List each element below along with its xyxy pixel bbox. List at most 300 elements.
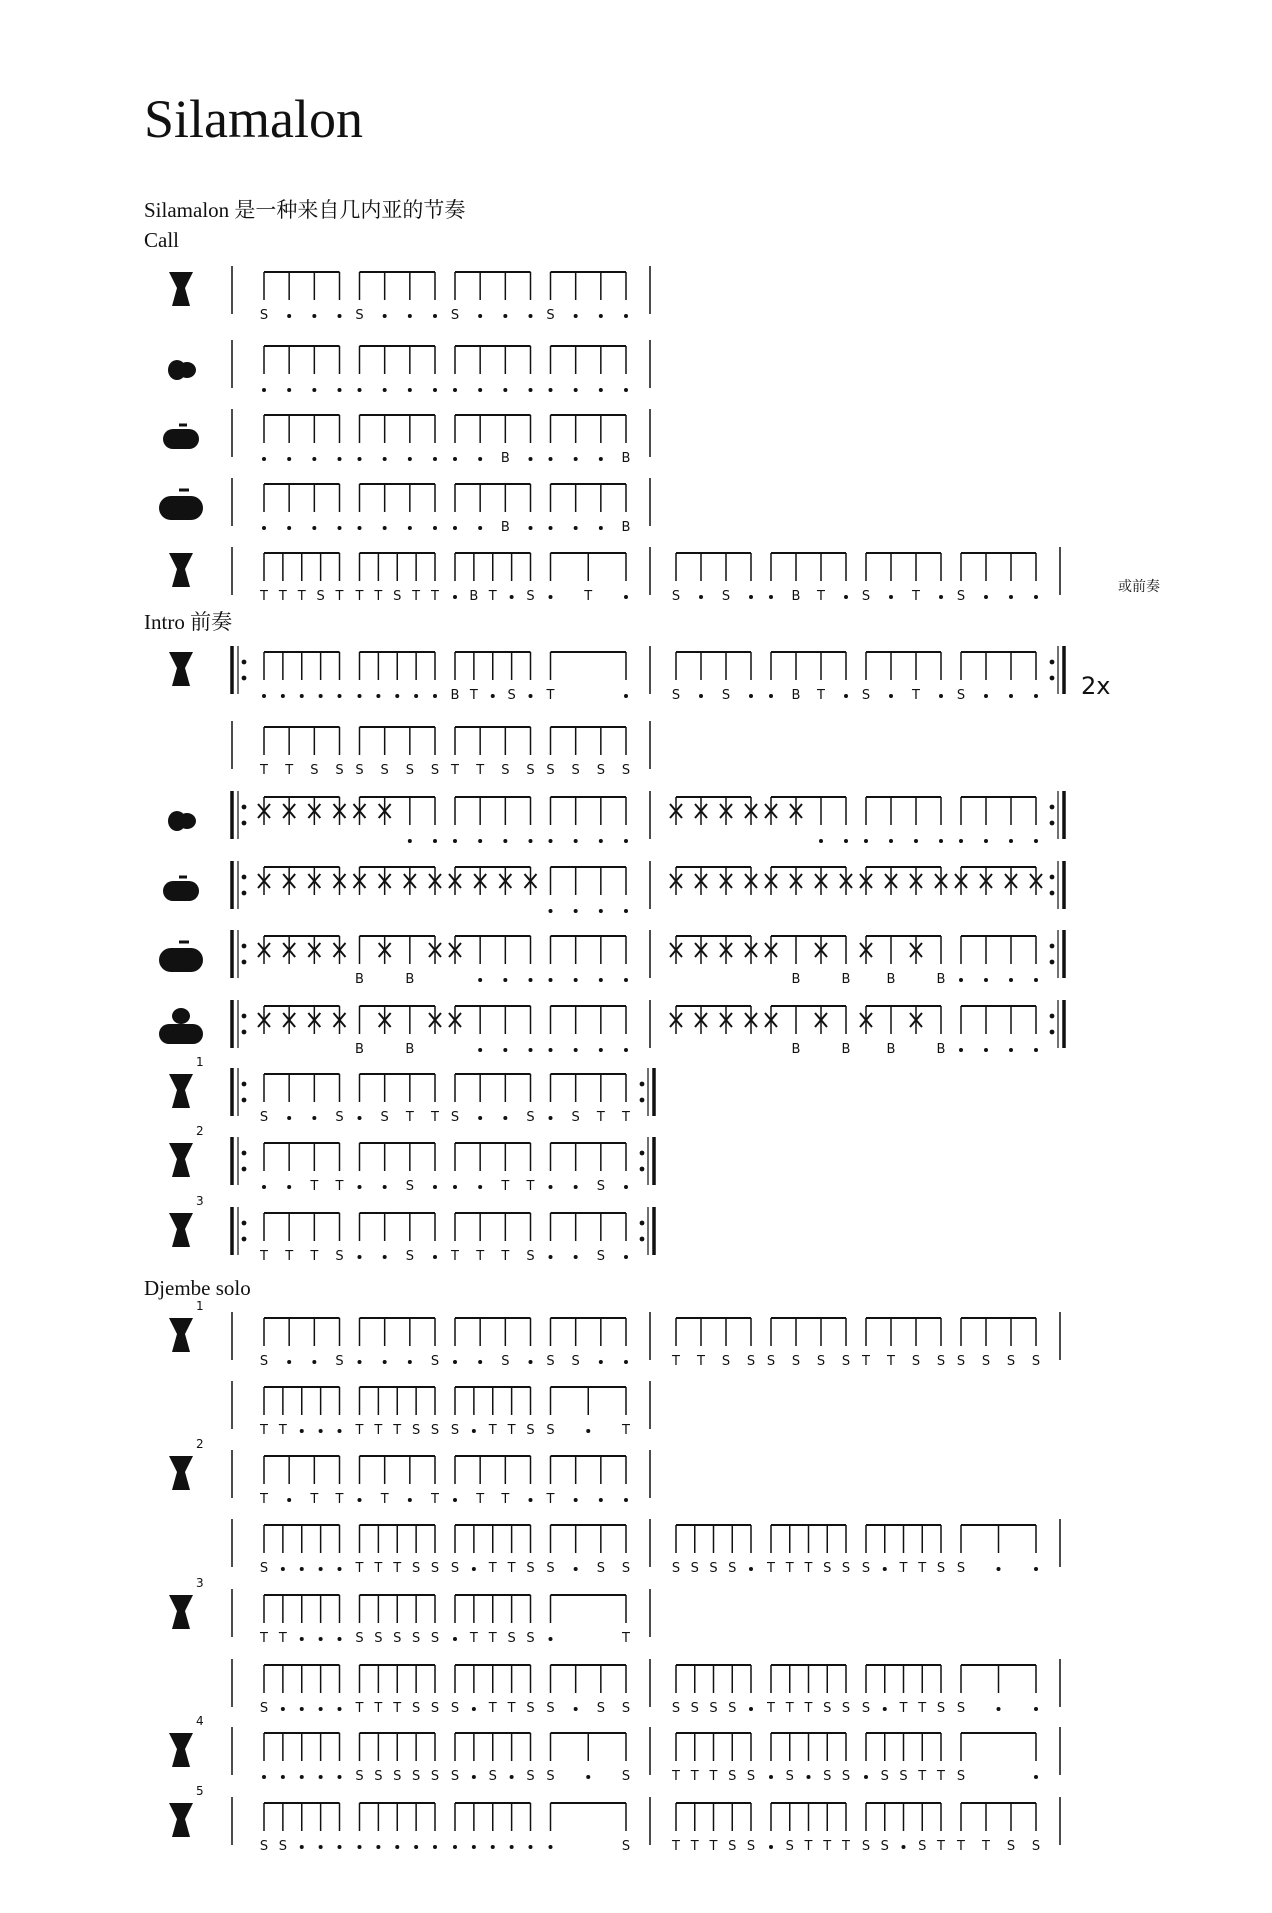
measure xyxy=(670,936,1038,987)
stroke-letter: T xyxy=(260,1423,268,1438)
stroke-letter: S xyxy=(501,1354,510,1369)
stroke-letter: S xyxy=(405,763,414,778)
stroke-letter: T xyxy=(918,1769,927,1784)
rest-dot xyxy=(984,1048,988,1052)
rest-dot xyxy=(549,1048,553,1052)
rest-dot xyxy=(358,526,362,530)
rest-dot xyxy=(358,388,362,392)
rest-dot xyxy=(287,388,291,392)
stroke-letter: T xyxy=(526,1179,535,1194)
rest-dot xyxy=(574,1048,578,1052)
stroke-letter: B xyxy=(841,1042,851,1057)
stroke-letter: S xyxy=(310,763,319,778)
stroke-letter: T xyxy=(297,589,306,604)
stroke-letter: B xyxy=(355,972,364,987)
staff-row xyxy=(232,1659,1060,1716)
stroke-letter: T xyxy=(335,1492,344,1507)
repeat-dot xyxy=(640,1167,645,1172)
repeat-dot xyxy=(242,960,247,965)
rest-dot xyxy=(281,1567,285,1571)
stroke-letter: S xyxy=(728,1561,737,1576)
rest-dot xyxy=(408,1360,412,1364)
stroke-letter: S xyxy=(911,1354,921,1369)
rest-dot xyxy=(529,1498,533,1502)
stroke-letter: T xyxy=(785,1701,794,1716)
rest-dot xyxy=(599,457,603,461)
rest-dot xyxy=(472,1429,476,1433)
stroke-letter: S xyxy=(918,1839,927,1854)
measure xyxy=(259,1387,630,1438)
rest-dot xyxy=(312,314,316,318)
stroke-letter: S xyxy=(596,1179,605,1194)
stroke-letter: T xyxy=(937,1839,945,1854)
repeat-count: 2x xyxy=(1081,672,1111,700)
section-call-heading: Call xyxy=(144,228,179,252)
stroke-letter: B xyxy=(886,1042,896,1057)
stroke-letter: S xyxy=(259,1354,269,1369)
measure xyxy=(260,1665,630,1716)
rest-dot xyxy=(383,1255,387,1259)
repeat-dot xyxy=(242,1098,247,1103)
stroke-letter: S xyxy=(411,1561,421,1576)
stroke-letter: S xyxy=(861,589,871,604)
stroke-letter: S xyxy=(690,1701,699,1716)
stroke-letter: S xyxy=(526,1423,535,1438)
rest-dot xyxy=(549,839,553,843)
rest-dot xyxy=(383,526,387,530)
rest-dot xyxy=(319,694,323,698)
stroke-letter: T xyxy=(431,589,439,604)
stroke-letter: T xyxy=(393,1561,402,1576)
stroke-letter: T xyxy=(899,1561,908,1576)
stroke-letter: S xyxy=(861,1561,871,1576)
measure xyxy=(670,867,1042,895)
rest-dot xyxy=(599,1360,603,1364)
rest-dot xyxy=(599,314,603,318)
rest-dot xyxy=(574,1567,578,1571)
stroke-letter: B xyxy=(450,688,460,703)
stroke-letter: S xyxy=(596,1249,605,1264)
staff-row xyxy=(169,1299,1060,1369)
sangban-icon xyxy=(163,877,199,901)
staff-row xyxy=(232,721,650,778)
stroke-letter: S xyxy=(766,1354,776,1369)
stroke-letter: S xyxy=(721,688,731,703)
stroke-letter: S xyxy=(596,1561,605,1576)
rest-dot xyxy=(376,1845,380,1849)
rest-dot xyxy=(510,1845,514,1849)
stroke-letter: B xyxy=(500,451,510,466)
stroke-letter: S xyxy=(507,688,516,703)
rest-dot xyxy=(769,1845,773,1849)
rest-dot xyxy=(529,694,533,698)
stroke-letter: S xyxy=(728,1839,737,1854)
stroke-letter: T xyxy=(355,1701,364,1716)
rest-dot xyxy=(959,839,963,843)
stroke-letter: S xyxy=(671,1701,681,1716)
stroke-letter: B xyxy=(405,1042,415,1057)
rest-dot xyxy=(864,1775,868,1779)
rest-dot xyxy=(395,1845,399,1849)
rest-dot xyxy=(599,1048,603,1052)
rest-dot xyxy=(574,314,578,318)
rest-dot xyxy=(549,595,553,599)
stroke-letter: S xyxy=(546,1423,555,1438)
stroke-letter: T xyxy=(546,688,555,703)
rest-dot xyxy=(503,978,507,982)
djembe-icon xyxy=(169,652,193,686)
measure xyxy=(259,727,630,778)
stroke-letter: S xyxy=(335,1354,344,1369)
stroke-letter: S xyxy=(1031,1354,1041,1369)
rest-dot xyxy=(1034,1567,1038,1571)
rest-dot xyxy=(529,388,533,392)
rest-dot xyxy=(889,595,893,599)
stroke-letter: S xyxy=(596,763,605,778)
variation-number: 1 xyxy=(196,1055,204,1069)
rest-dot xyxy=(699,595,703,599)
stroke-letter: T xyxy=(431,1110,439,1125)
rest-dot xyxy=(281,1707,285,1711)
stroke-letter: B xyxy=(791,589,801,604)
stroke-letter: S xyxy=(823,1701,832,1716)
stroke-letter: S xyxy=(728,1769,737,1784)
variation-number: 3 xyxy=(196,1576,204,1590)
stroke-letter: S xyxy=(621,1839,631,1854)
stroke-letter: S xyxy=(374,1631,383,1646)
rest-dot xyxy=(376,694,380,698)
stroke-letter: T xyxy=(393,1701,402,1716)
stroke-letter: T xyxy=(355,589,364,604)
section-solo-heading: Djembe solo xyxy=(144,1276,251,1300)
rest-dot xyxy=(262,694,266,698)
stroke-letter: T xyxy=(622,1110,630,1125)
rest-dot xyxy=(287,457,291,461)
rest-dot xyxy=(338,457,342,461)
rest-dot xyxy=(769,694,773,698)
rest-dot xyxy=(984,694,988,698)
stroke-letter: S xyxy=(956,589,966,604)
rest-dot xyxy=(312,1360,316,1364)
rest-dot xyxy=(453,1360,457,1364)
stroke-letter: S xyxy=(621,1769,631,1784)
stroke-letter: B xyxy=(936,972,946,987)
variation-number: 3 xyxy=(196,1194,204,1208)
rest-dot xyxy=(939,694,943,698)
repeat-dot xyxy=(640,1151,645,1156)
rest-dot xyxy=(503,314,507,318)
sangban-icon xyxy=(163,425,199,449)
stroke-letter: B xyxy=(841,972,851,987)
rest-dot xyxy=(749,1707,753,1711)
stroke-letter: S xyxy=(746,1769,756,1784)
rest-dot xyxy=(1034,1775,1038,1779)
stroke-letter: T xyxy=(785,1561,794,1576)
stroke-letter: T xyxy=(672,1769,680,1784)
rest-dot xyxy=(358,1185,362,1189)
stroke-letter: S xyxy=(526,1701,535,1716)
stroke-letter: B xyxy=(886,972,896,987)
stroke-letter: S xyxy=(393,589,402,604)
stroke-letter: S xyxy=(405,1249,414,1264)
rest-dot xyxy=(624,595,628,599)
section-intro-heading: Intro 前奏 xyxy=(144,610,233,634)
rest-dot xyxy=(599,909,603,913)
stroke-letter: T xyxy=(374,1701,383,1716)
rest-dot xyxy=(807,1775,811,1779)
rest-dot xyxy=(383,314,387,318)
repeat-dot xyxy=(1050,1030,1055,1035)
djembe-icon xyxy=(169,1318,193,1352)
variation-number: 2 xyxy=(196,1437,204,1451)
stroke-letter: S xyxy=(526,763,535,778)
repeat-dot xyxy=(1050,1014,1055,1019)
rest-dot xyxy=(300,1707,304,1711)
stroke-letter: T xyxy=(501,1179,510,1194)
stroke-letter: T xyxy=(310,1492,319,1507)
stroke-letter: T xyxy=(501,1492,510,1507)
stroke-letter: S xyxy=(671,1561,681,1576)
rest-dot xyxy=(529,526,533,530)
rest-dot xyxy=(478,457,482,461)
staff-row xyxy=(168,340,650,392)
staff-row xyxy=(169,1124,654,1194)
stroke-letter: T xyxy=(405,1110,414,1125)
rhythm-description: Silamalon 是一种来自几内亚的节奏 xyxy=(144,198,466,222)
page-title: Silamalon xyxy=(144,89,363,149)
stroke-letter: T xyxy=(804,1701,813,1716)
stroke-letter: S xyxy=(278,1839,288,1854)
rest-dot xyxy=(453,1637,457,1641)
stroke-letter: T xyxy=(488,1701,497,1716)
rest-dot xyxy=(914,839,918,843)
rest-dot xyxy=(478,526,482,530)
stroke-letter: B xyxy=(791,688,801,703)
stroke-letter: S xyxy=(546,1561,555,1576)
stroke-letter: S xyxy=(596,1701,605,1716)
stroke-letter: T xyxy=(690,1769,699,1784)
rest-dot xyxy=(414,1845,418,1849)
stroke-letter: S xyxy=(355,308,364,323)
repeat-dot xyxy=(242,944,247,949)
rest-dot xyxy=(599,526,603,530)
dundunba-icon xyxy=(159,942,203,972)
rest-dot xyxy=(997,1567,1001,1571)
rest-dot xyxy=(395,694,399,698)
stroke-letter: T xyxy=(476,1249,485,1264)
rest-dot xyxy=(699,694,703,698)
rest-dot xyxy=(478,388,482,392)
stroke-letter: T xyxy=(393,1423,402,1438)
rest-dot xyxy=(478,1185,482,1189)
stroke-letter: T xyxy=(912,589,920,604)
stroke-letter: S xyxy=(709,1701,718,1716)
measure xyxy=(258,867,628,913)
stroke-letter: S xyxy=(721,1354,731,1369)
stroke-letter: T xyxy=(507,1701,516,1716)
stroke-letter: S xyxy=(259,1701,269,1716)
rest-dot xyxy=(624,694,628,698)
rest-dot xyxy=(300,1567,304,1571)
rest-dot xyxy=(864,839,868,843)
stroke-letter: T xyxy=(310,1179,319,1194)
rest-dot xyxy=(478,1116,482,1120)
stroke-letter: S xyxy=(380,763,389,778)
rest-dot xyxy=(414,694,418,698)
stroke-letter: S xyxy=(785,1769,794,1784)
djembe-icon xyxy=(169,1074,193,1108)
stroke-letter: S xyxy=(1031,1839,1041,1854)
rest-dot xyxy=(529,1845,533,1849)
measure xyxy=(259,553,628,604)
measure xyxy=(260,1318,628,1369)
rest-dot xyxy=(599,388,603,392)
rest-dot xyxy=(889,839,893,843)
stroke-letter: T xyxy=(804,1839,813,1854)
rest-dot xyxy=(503,1116,507,1120)
stroke-letter: S xyxy=(690,1561,699,1576)
rest-dot xyxy=(338,1707,342,1711)
rest-dot xyxy=(599,1498,603,1502)
rest-dot xyxy=(453,839,457,843)
stroke-letter: S xyxy=(526,1561,535,1576)
rest-dot xyxy=(408,526,412,530)
rest-dot xyxy=(624,314,628,318)
staff-row xyxy=(159,478,650,535)
rest-dot xyxy=(358,457,362,461)
staff-row xyxy=(232,1381,650,1438)
rest-dot xyxy=(319,1429,323,1433)
rest-dot xyxy=(624,1048,628,1052)
rest-dot xyxy=(844,595,848,599)
rest-dot xyxy=(574,1498,578,1502)
stroke-letter: S xyxy=(621,1701,631,1716)
stroke-letter: S xyxy=(450,1110,460,1125)
rest-dot xyxy=(1009,694,1013,698)
stroke-letter: S xyxy=(430,1769,440,1784)
rest-dot xyxy=(453,526,457,530)
rest-dot xyxy=(287,1116,291,1120)
rest-dot xyxy=(749,694,753,698)
staff-row xyxy=(159,1000,1064,1057)
rest-dot xyxy=(749,1567,753,1571)
rest-dot xyxy=(624,1185,628,1189)
djembe-icon xyxy=(169,1733,193,1767)
variation-number: 2 xyxy=(196,1124,204,1138)
repeat-dot xyxy=(242,1014,247,1019)
rest-dot xyxy=(478,1048,482,1052)
measure xyxy=(262,1733,630,1784)
rest-dot xyxy=(1034,694,1038,698)
rest-dot xyxy=(287,1185,291,1189)
djembe-icon xyxy=(169,1143,193,1177)
stroke-letter: S xyxy=(546,1354,555,1369)
rest-dot xyxy=(997,1707,1001,1711)
stroke-letter: S xyxy=(841,1561,851,1576)
repeat-dot xyxy=(242,805,247,810)
rest-dot xyxy=(529,978,533,982)
rest-dot xyxy=(383,1360,387,1364)
stroke-letter: T xyxy=(899,1701,908,1716)
stroke-letter: S xyxy=(507,1631,516,1646)
stroke-letter: S xyxy=(571,1354,580,1369)
stroke-letter: S xyxy=(450,308,460,323)
stroke-letter: S xyxy=(393,1769,402,1784)
stroke-letter: S xyxy=(405,1179,414,1194)
stroke-letter: S xyxy=(411,1769,421,1784)
rest-dot xyxy=(503,1048,507,1052)
repeat-dot xyxy=(242,1237,247,1242)
repeat-dot xyxy=(640,1237,645,1242)
rest-dot xyxy=(433,526,437,530)
rest-dot xyxy=(338,1775,342,1779)
rest-dot xyxy=(939,595,943,599)
measure xyxy=(670,1006,1038,1057)
stroke-letter: S xyxy=(816,1354,826,1369)
stroke-letter: T xyxy=(817,589,825,604)
stroke-letter: S xyxy=(450,1701,460,1716)
dunun-set-icon xyxy=(159,1008,203,1044)
stroke-letter: T xyxy=(451,763,459,778)
rest-dot xyxy=(844,694,848,698)
rest-dot xyxy=(262,1775,266,1779)
stroke-letter: S xyxy=(956,1769,966,1784)
stroke-letter: S xyxy=(430,1423,440,1438)
stroke-letter: T xyxy=(488,589,497,604)
repeat-dot xyxy=(242,875,247,880)
stroke-letter: T xyxy=(507,1423,516,1438)
rest-dot xyxy=(1034,839,1038,843)
stroke-letter: T xyxy=(488,1631,497,1646)
rest-dot xyxy=(312,388,316,392)
stroke-letter: S xyxy=(259,1839,269,1854)
stroke-letter: T xyxy=(278,589,287,604)
rest-dot xyxy=(549,1637,553,1641)
rest-dot xyxy=(300,1775,304,1779)
stroke-letter: S xyxy=(355,1769,364,1784)
stroke-letter: S xyxy=(526,1769,535,1784)
rest-dot xyxy=(383,457,387,461)
measure xyxy=(260,1074,630,1125)
stroke-letter: T xyxy=(260,1631,268,1646)
rest-dot xyxy=(453,1845,457,1849)
stroke-letter: T xyxy=(982,1839,990,1854)
djembe-icon xyxy=(169,1213,193,1247)
measure xyxy=(258,936,628,987)
stroke-letter: S xyxy=(880,1839,889,1854)
measure xyxy=(672,553,1038,604)
stroke-letter: S xyxy=(450,1769,460,1784)
rest-dot xyxy=(959,978,963,982)
stroke-letter: S xyxy=(571,763,580,778)
measure xyxy=(259,1595,630,1646)
stroke-letter: S xyxy=(899,1769,908,1784)
staff-row xyxy=(169,1714,1060,1784)
rest-dot xyxy=(472,1567,476,1571)
stroke-letter: S xyxy=(861,688,871,703)
stroke-letter: T xyxy=(451,1249,459,1264)
stroke-letter: S xyxy=(335,763,344,778)
rest-dot xyxy=(358,1498,362,1502)
repeat-dot xyxy=(242,1221,247,1226)
repeat-dot xyxy=(242,676,247,681)
rest-dot xyxy=(586,1775,590,1779)
rest-dot xyxy=(902,1845,906,1849)
stroke-letter: S xyxy=(841,1354,851,1369)
rest-dot xyxy=(503,388,507,392)
rest-dot xyxy=(549,978,553,982)
rest-dot xyxy=(262,1185,266,1189)
